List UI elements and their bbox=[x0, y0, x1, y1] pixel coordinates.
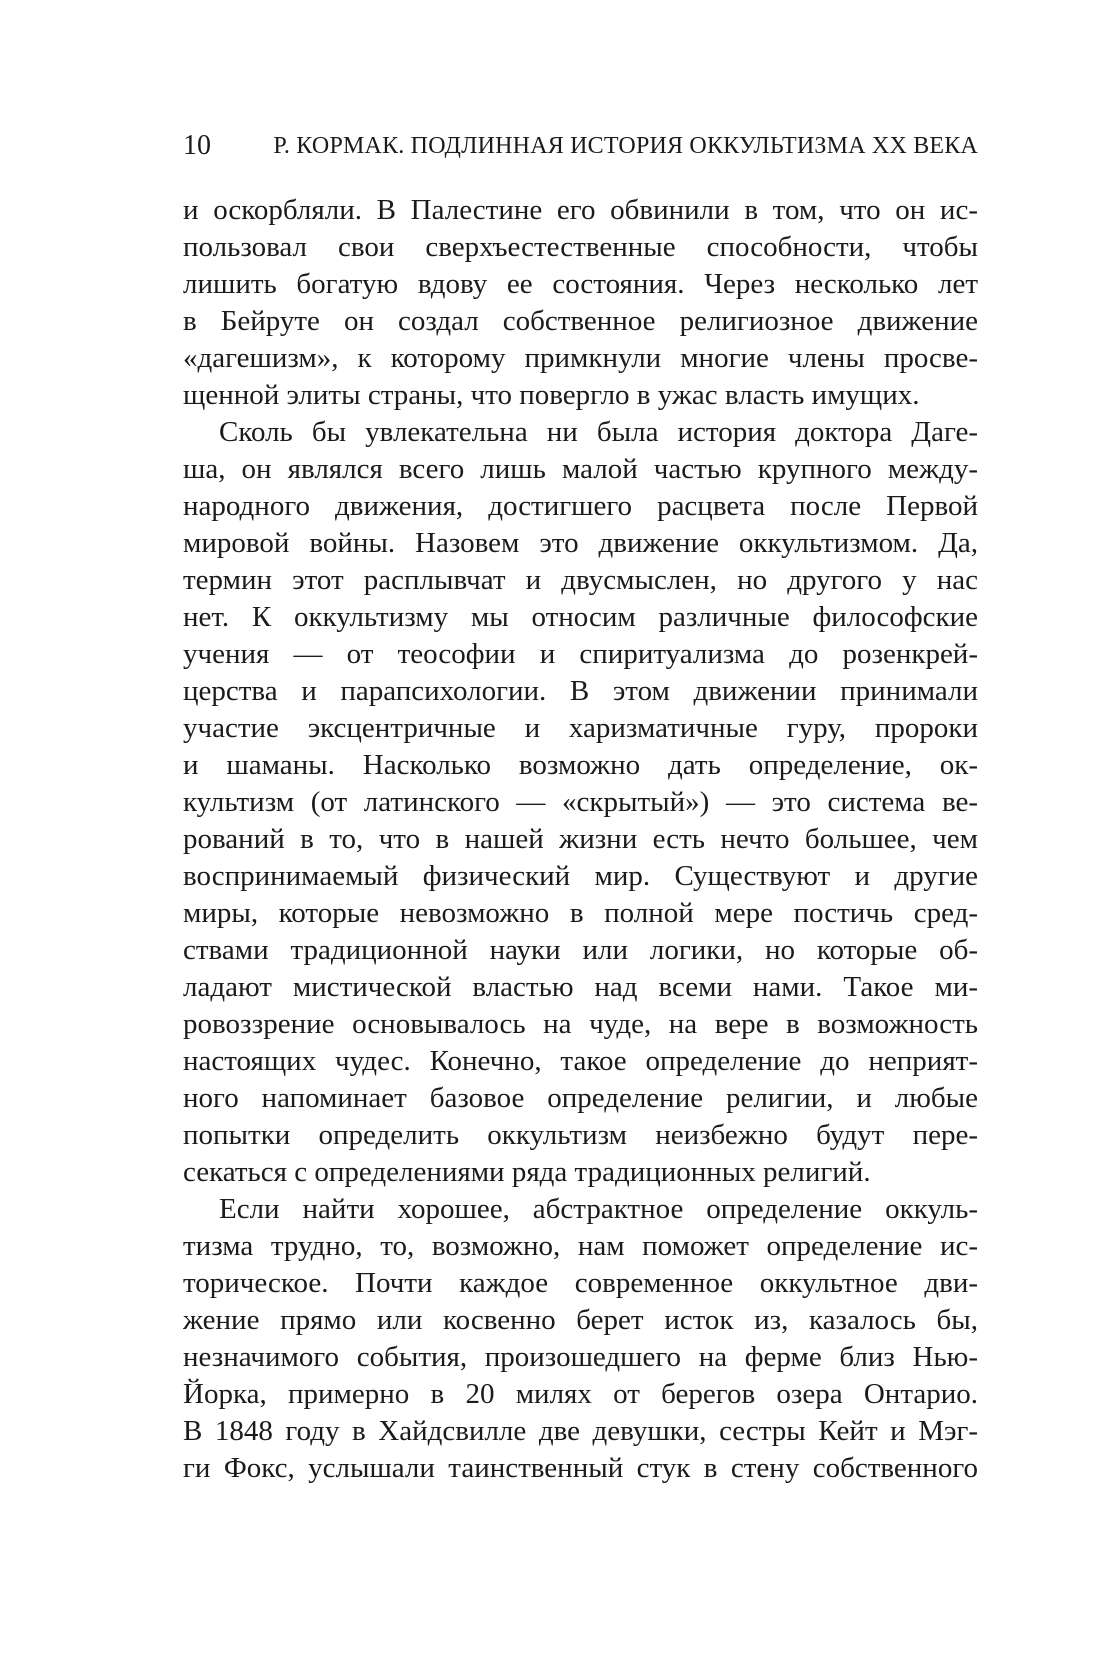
text-line: торическое. Почти каждое современное оккультное дви- bbox=[183, 1267, 978, 1299]
text-line: и шаманы. Насколько возможно дать определение, ок- bbox=[183, 749, 978, 781]
text-line: церства и парапсихологии. В этом движении принимали bbox=[183, 675, 978, 707]
body-text bbox=[183, 192, 978, 1487]
text-line: настоящих чудес. Конечно, такое определение до неприят- bbox=[183, 1045, 978, 1077]
text-line: секаться с определениями ряда традиционных религий. bbox=[183, 1156, 871, 1188]
text-line: жение прямо или косвенно берет исток из, казалось бы, bbox=[183, 1304, 978, 1336]
text-line: ствами традиционной науки или логики, но которые об- bbox=[183, 934, 978, 966]
text-line: в Бейруте он создал собственное религиозное движение bbox=[183, 305, 978, 337]
text-line: и оскорбляли. В Палестине его обвинили в том, что он ис- bbox=[183, 194, 978, 226]
text-line: воспринимаемый физический мир. Существуют и другие bbox=[183, 860, 978, 892]
text-line: тизма трудно, то, возможно, нам поможет определение ис- bbox=[183, 1230, 978, 1262]
text-line: В 1848 году в Хайдсвилле две девушки, сестры Кейт и Мэг- bbox=[183, 1415, 978, 1447]
text-line: щенной элиты страны, что повергло в ужас власть имущих. bbox=[183, 379, 920, 411]
text-line: попытки определить оккультизм неизбежно будут пере- bbox=[183, 1119, 978, 1151]
text-line: ровоззрение основывалось на чуде, на вере в возможность bbox=[183, 1008, 978, 1040]
text-line: мировой войны. Назовем это движение оккультизмом. Да, bbox=[183, 527, 978, 559]
text-line: термин этот расплывчат и двусмыслен, но другого у нас bbox=[183, 564, 978, 596]
page-number: 10 bbox=[183, 130, 211, 161]
paragraph-first-line: Сколь бы увлекательна ни была история доктора Даге- bbox=[219, 416, 978, 448]
text-line: незначимого события, произошедшего на ферме близ Нью- bbox=[183, 1341, 978, 1373]
text-line: нет. К оккультизму мы относим различные философские bbox=[183, 601, 978, 633]
running-title: Р. КОРМАК. ПОДЛИННАЯ ИСТОРИЯ ОККУЛЬТИЗМА XX ВЕКА bbox=[273, 133, 978, 159]
text-line: ладают мистической властью над всеми нами. Такое ми- bbox=[183, 971, 978, 1003]
text-line: ги Фокс, услышали таинственный стук в стену собственного bbox=[183, 1452, 978, 1484]
text-line: ша, он являлся всего лишь малой частью крупного между- bbox=[183, 453, 978, 485]
running-header bbox=[183, 126, 978, 166]
text-line: «дагешизм», к которому примкнули многие члены просве- bbox=[183, 342, 978, 374]
text-line: народного движения, достигшего расцвета после Первой bbox=[183, 490, 978, 522]
text-line: Йорка, примерно в 20 милях от берегов озера Онтарио. bbox=[183, 1378, 978, 1410]
text-line: рований в то, что в нашей жизни есть нечто большее, чем bbox=[183, 823, 978, 855]
text-line: участие эксцентричные и харизматичные гуру, пророки bbox=[183, 712, 978, 744]
text-line: учения — от теософии и спиритуализма до розенкрей- bbox=[183, 638, 978, 670]
text-line: пользовал свои сверхъестественные способности, чтобы bbox=[183, 231, 978, 263]
text-line: миры, которые невозможно в полной мере постичь сред- bbox=[183, 897, 978, 929]
text-line: ного напоминает базовое определение религии, и любые bbox=[183, 1082, 978, 1114]
paragraph-first-line: Если найти хорошее, абстрактное определение оккуль- bbox=[219, 1193, 978, 1225]
text-line: культизм (от латинского — «скрытый») — это система ве- bbox=[183, 786, 978, 818]
text-line: лишить богатую вдову ее состояния. Через несколько лет bbox=[183, 268, 978, 300]
